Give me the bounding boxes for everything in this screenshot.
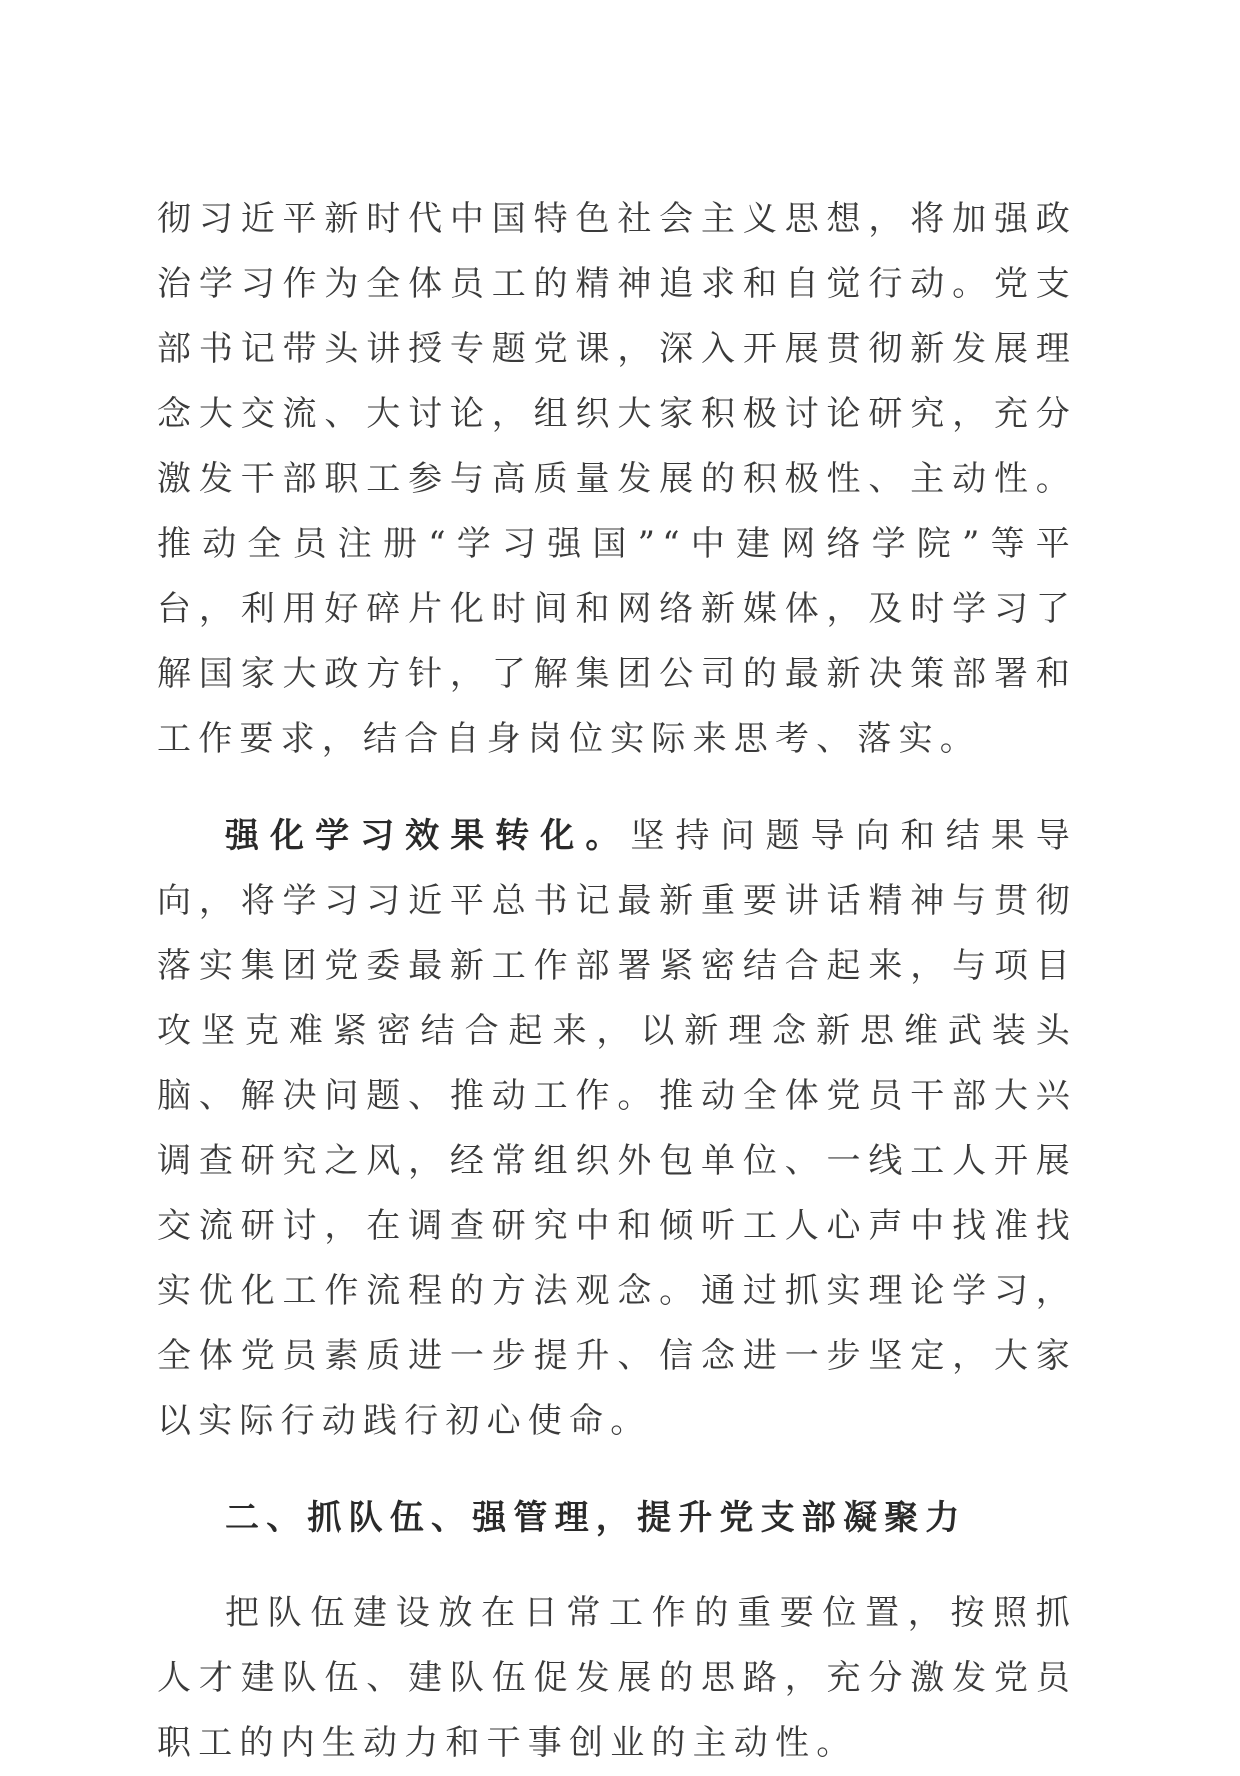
paragraph-lead-phrase: 强化学习效果转化。 — [225, 816, 631, 856]
paragraph-spacer — [157, 1454, 1077, 1486]
paragraph-learning-transformation — [157, 804, 1077, 1454]
paragraph-body-text: 坚持问题导向和结果导向，将学习习近平总书记最新重要讲话精神与贯彻落实集团党委最新工作部署紧密结合起来，与项目攻坚克难紧密结合起来，以新理念新思维武装头脑、解决问题、推动工作。推动全体党员干部大兴调查研究之风，经常组织外包单位、一线工人开展交流研讨，在调查研究中和倾听工人心声中找准找实优化工作流程的方法观念。通过抓实理论学习，全体党员素质进一步提升、信念进一步坚定，大家以实际行动践行初心使命。 — [157, 816, 1077, 1441]
paragraph-continued: 彻习近平新时代中国特色社会主义思想，将加强政治学习作为全体员工的精神追求和自觉行动。党支部书记带头讲授专题党课，深入开展贯彻新发展理念大交流、大讨论，组织大家积极讨论研究，充分激发干部职工参与高质量发展的积极性、主动性。推动全员注册“学习强国”“中建网络学院”等平台，利用好碎片化时间和网络新媒体，及时学习了解国家大政方针，了解集团公司的最新决策部署和工作要求，结合自身岗位实际来思考、落实。 — [157, 199, 1077, 759]
paragraph-spacer — [157, 1551, 1077, 1581]
paragraph-spacer — [157, 772, 1077, 804]
document-body — [157, 187, 1077, 1776]
section-heading: 二、抓队伍、强管理，提升党支部凝聚力 — [225, 1498, 967, 1538]
paragraph-team-building: 把队伍建设放在日常工作的重要位置，按照抓人才建队伍、建队伍促发展的思路，充分激发党员职工的内生动力和干事创业的主动性。 — [157, 1593, 1077, 1763]
